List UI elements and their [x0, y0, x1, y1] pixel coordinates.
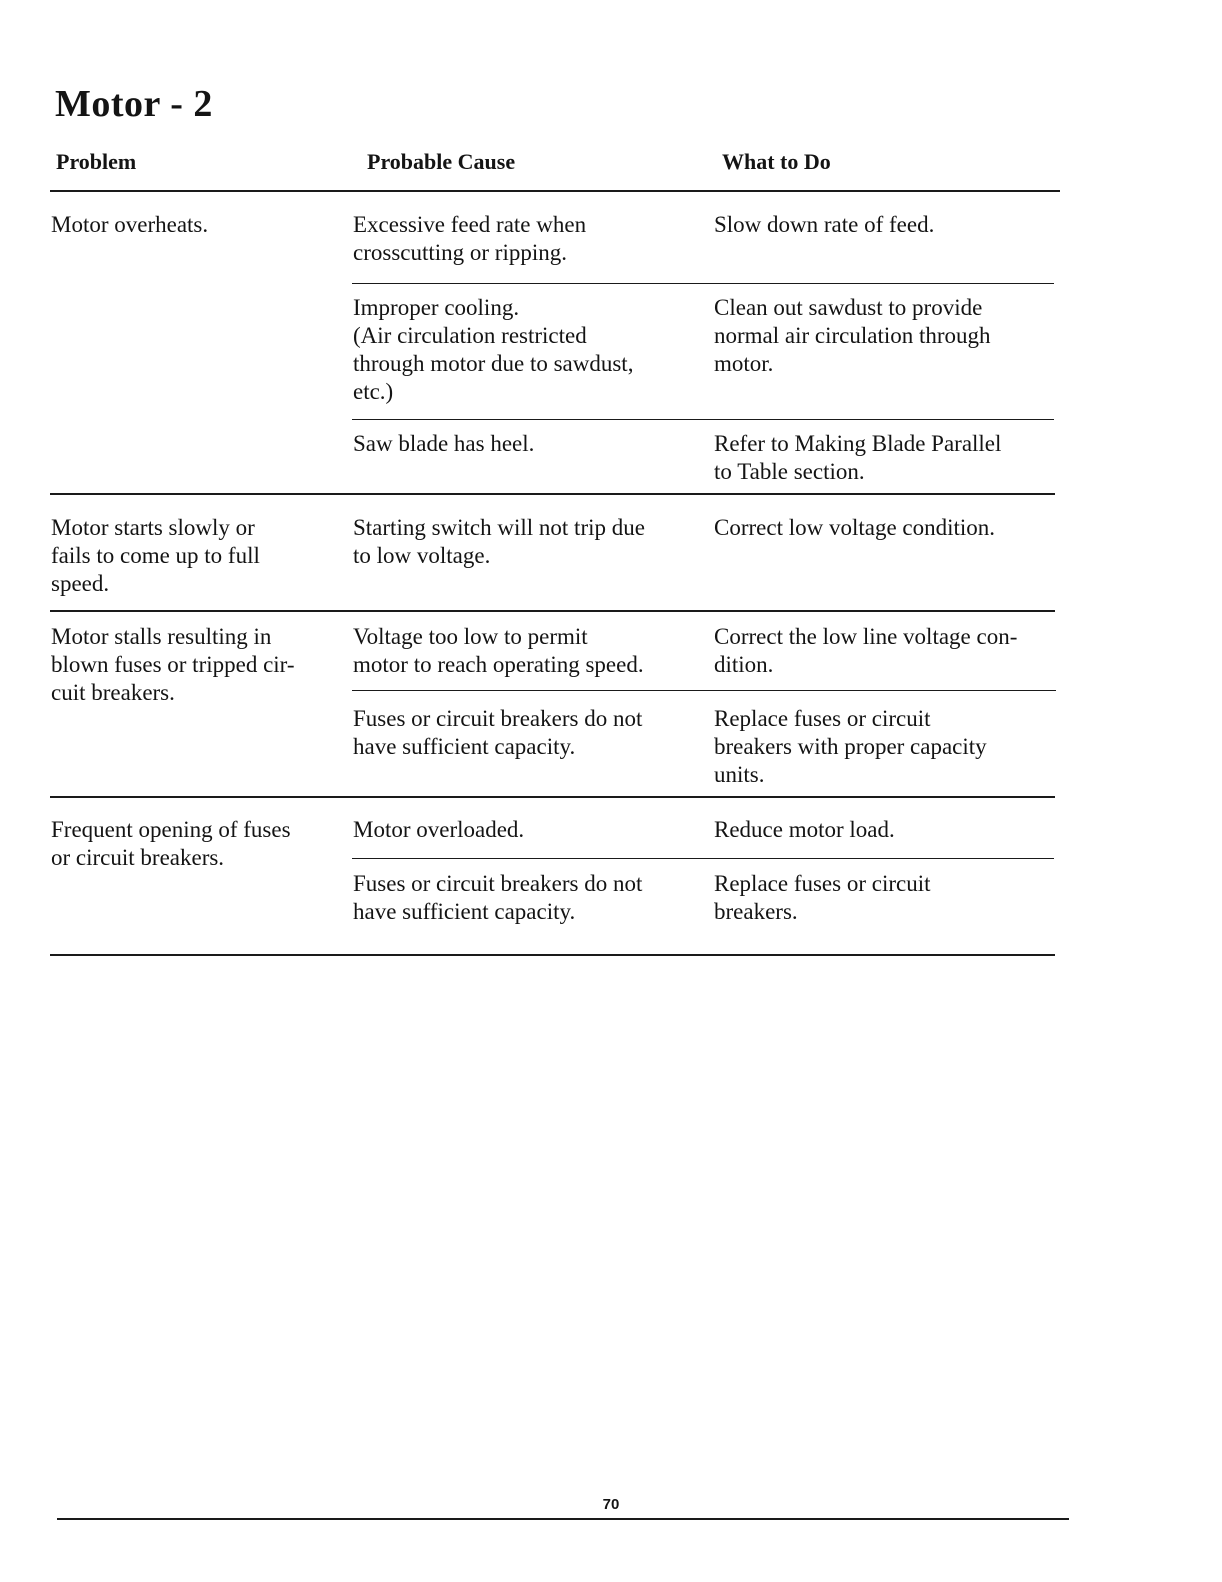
problem-cell: Motor overheats. — [51, 212, 209, 237]
column-header-what-to-do: What to Do — [722, 149, 831, 174]
group-divider — [50, 796, 1055, 798]
todo-cell: Refer to Making Blade Parallel to Table section. — [714, 431, 1002, 484]
row-divider — [352, 419, 1054, 420]
cause-cell: Improper cooling. (Air circulation restricted through motor due to sawdust, etc.) — [353, 295, 634, 404]
column-header-problem: Problem — [56, 149, 137, 174]
column-header-probable-cause: Probable Cause — [367, 149, 516, 174]
todo-cell: Slow down rate of feed. — [714, 212, 935, 237]
problem-cell: Motor stalls resulting in blown fuses or tripped cir- cuit breakers. — [51, 624, 295, 705]
cause-cell: Fuses or circuit breakers do not have sufficient capacity. — [353, 871, 643, 924]
problem-cell: Motor starts slowly or fails to come up to full speed. — [51, 515, 260, 596]
todo-cell: Correct the low line voltage con- dition. — [714, 624, 1018, 677]
todo-cell: Replace fuses or circuit breakers with proper capacity units. — [714, 706, 987, 787]
todo-cell: Reduce motor load. — [714, 817, 895, 842]
problem-cell: Frequent opening of fuses or circuit breakers. — [51, 817, 291, 870]
cause-cell: Saw blade has heel. — [353, 431, 535, 456]
group-divider — [50, 610, 1055, 612]
cause-cell: Excessive feed rate when crosscutting or ripping. — [353, 212, 587, 265]
todo-cell: Clean out sawdust to provide normal air circulation through motor. — [714, 295, 991, 376]
group-divider — [50, 493, 1055, 495]
page-number: 70 — [602, 1496, 620, 1513]
footer-rule — [57, 1518, 1069, 1520]
cause-cell: Motor overloaded. — [353, 817, 525, 842]
header-rule — [50, 190, 1060, 192]
cause-cell: Fuses or circuit breakers do not have sufficient capacity. — [353, 706, 643, 759]
cause-cell: Voltage too low to permit motor to reach operating speed. — [353, 624, 644, 677]
todo-cell: Correct low voltage condition. — [714, 515, 996, 540]
table-bottom-rule — [50, 954, 1055, 956]
cause-cell: Starting switch will not trip due to low voltage. — [353, 515, 645, 568]
row-divider — [352, 690, 1056, 691]
row-divider — [352, 858, 1054, 859]
todo-cell: Replace fuses or circuit breakers. — [714, 871, 931, 924]
row-divider — [352, 283, 1054, 284]
page-title: Motor - 2 — [55, 83, 213, 125]
